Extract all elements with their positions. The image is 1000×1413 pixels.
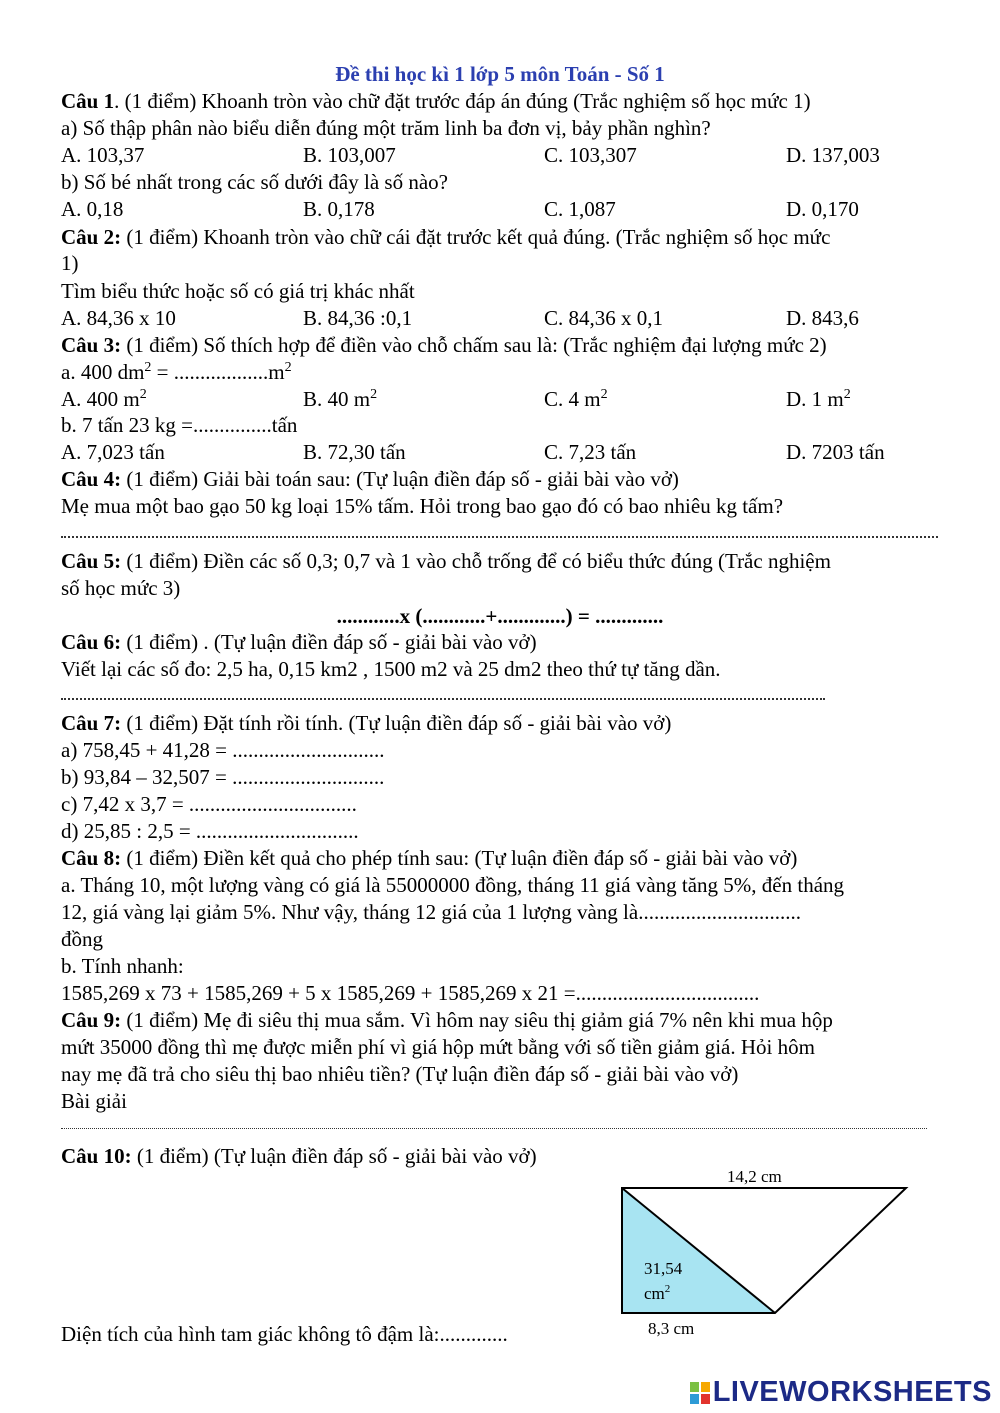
question-label: Câu 3: [61, 333, 122, 357]
question-4-header [61, 466, 679, 493]
question-label: Câu 8: [61, 846, 122, 870]
option-a[interactable]: A. 84,36 x 10 [61, 306, 176, 330]
option-d[interactable] [786, 386, 851, 413]
question-2-prompt: Tìm biểu thức hoặc số có giá trị khác nhất [61, 279, 415, 303]
option-c[interactable]: C. 103,307 [544, 143, 637, 167]
question-3b: b. 7 tấn 23 kg =...............tấn [61, 413, 298, 437]
liveworksheets-icon [690, 1382, 710, 1404]
question-2-header-cont: 1) [61, 251, 79, 275]
bottom-side-label: 8,3 cm [648, 1319, 695, 1338]
question-label: Câu 6: [61, 630, 122, 654]
option-b[interactable]: B. 103,007 [303, 143, 396, 167]
calc-item[interactable]: a) 758,45 + 41,28 = ............................. [61, 738, 385, 762]
option-d[interactable]: D. 0,170 [786, 197, 859, 221]
question-text: (1 điểm) . (Tự luận điền đáp số - giải bài vào vở) [121, 630, 537, 654]
triangle-figure [590, 1160, 930, 1350]
option-a[interactable] [61, 386, 147, 413]
option-exp: 2 [843, 387, 851, 402]
question-2-header [61, 224, 830, 251]
question-3b-options [0, 439, 1000, 466]
option-exp: 2 [600, 387, 608, 402]
question-text: (1 điểm) Giải bài toán sau: (Tự luận điền đáp số - giải bài vào vở) [121, 467, 679, 491]
question-8b-line-1: b. Tính nhanh: [61, 954, 184, 978]
answer-line[interactable] [61, 1128, 927, 1129]
option-d[interactable]: D. 137,003 [786, 143, 880, 167]
question-text: (1 điểm) Khoanh tròn vào chữ cái đặt trước kết quả đúng. (Trắc nghiệm số học mức [121, 225, 831, 249]
question-text: (1 điểm) Số thích hợp để điền vào chỗ chấm sau là: (Trắc nghiệm đại lượng mức 2) [121, 333, 827, 357]
question-4-problem: Mẹ mua một bao gạo 50 kg loại 15% tấm. Hỏi trong bao gạo đó có bao nhiêu kg tấm? [61, 494, 784, 518]
question-text: (1 điểm) (Tự luận điền đáp số - giải bài vào vở) [131, 1144, 537, 1168]
option-d[interactable]: D. 843,6 [786, 306, 859, 330]
question-3a [61, 359, 292, 386]
option-a[interactable]: A. 7,023 tấn [61, 440, 165, 464]
top-side-label: 14,2 cm [727, 1167, 782, 1186]
calc-item[interactable]: c) 7,42 x 3,7 = ................................ [61, 792, 357, 816]
answer-line[interactable] [61, 698, 825, 700]
question-label: Câu 4: [61, 467, 122, 491]
option-b[interactable]: B. 84,36 :0,1 [303, 306, 413, 330]
question-6-header [61, 629, 537, 656]
question-10-header [61, 1143, 537, 1170]
question-8a-line-3: đồng [61, 927, 103, 951]
answer-line[interactable] [61, 536, 938, 538]
question-3a-options [0, 386, 1000, 413]
option-b-text: B. 40 m [303, 387, 371, 411]
calc-item[interactable]: d) 25,85 : 2,5 = ............................... [61, 819, 359, 843]
question-8b-line-2[interactable]: 1585,269 x 73 + 1585,269 + 5 x 1585,269 + 1585,269 x 21 =................................... [61, 981, 760, 1005]
question-3-header [61, 332, 827, 359]
question-1-header [61, 88, 811, 115]
q3a-exp: 2 [144, 360, 152, 375]
question-5-header [61, 548, 831, 575]
option-exp: 2 [139, 387, 147, 402]
question-1b: b) Số bé nhất trong các số dưới đây là số nào? [61, 170, 448, 194]
question-1a: a) Số thập phân nào biểu diễn đúng một trăm linh ba đơn vị, bảy phần nghìn? [61, 116, 711, 140]
question-2-options [0, 305, 1000, 332]
q3a-exp-2: 2 [284, 360, 292, 375]
question-10-prompt[interactable]: Diện tích của hình tam giác không tô đậm là:............. [61, 1322, 508, 1346]
area-value-label: 31,54 [644, 1259, 683, 1278]
question-text: . (1 điểm) Khoanh tròn vào chữ đặt trước đáp án đúng (Trắc nghiệm số học mức 1) [114, 89, 811, 113]
option-a[interactable]: A. 103,37 [61, 143, 145, 167]
option-a-text: A. 400 m [61, 387, 140, 411]
question-label: Câu 10: [61, 1144, 132, 1168]
option-d-text: D. 1 m [786, 387, 844, 411]
question-label: Câu 1 [61, 89, 115, 113]
question-text: (1 điểm) Mẹ đi siêu thị mua sắm. Vì hôm nay siêu thị giảm giá 7% nên khi mua hộp [121, 1008, 833, 1032]
question-9-line-3: nay mẹ đã trả cho siêu thị bao nhiêu tiền? (Tự luận điền đáp số - giải bài vào vở) [61, 1062, 739, 1086]
question-6-problem: Viết lại các số đo: 2,5 ha, 0,15 km2 , 1500 m2 và 25 dm2 theo thứ tự tăng dần. [61, 657, 721, 681]
question-1a-options [0, 142, 1000, 169]
option-b[interactable]: B. 0,178 [303, 197, 375, 221]
brand-logo [690, 1375, 992, 1408]
page-title: Đề thi học kì 1 lớp 5 môn Toán - Số 1 [335, 62, 665, 86]
question-label: Câu 2: [61, 225, 122, 249]
question-8a-line-2[interactable]: 12, giá vàng lại giảm 5%. Như vậy, tháng 12 giá của 1 lượng vàng là............................... [61, 900, 801, 924]
question-text: (1 điểm) Đặt tính rồi tính. (Tự luận điền đáp số - giải bài vào vở) [121, 711, 672, 735]
area-unit: cm [644, 1284, 665, 1303]
question-9-line-4: Bài giải [61, 1089, 127, 1113]
option-c-text: C. 4 m [544, 387, 601, 411]
question-label: Câu 7: [61, 711, 122, 735]
option-exp: 2 [370, 387, 378, 402]
option-c[interactable]: C. 7,23 tấn [544, 440, 637, 464]
question-5-header-cont: số học mức 3) [61, 576, 181, 600]
question-5-expression[interactable]: ............x (............+.............) = ............. [336, 604, 664, 628]
q3a-text: a. 400 dm [61, 360, 145, 384]
question-8a-line-1: a. Tháng 10, một lượng vàng có giá là 55000000 đồng, tháng 11 giá vàng tăng 5%, đến tháng [61, 873, 845, 897]
question-9-header [61, 1007, 833, 1034]
option-c[interactable] [544, 386, 608, 413]
question-8-header [61, 845, 797, 872]
brand-name: LIVEWORKSHEETS [712, 1375, 992, 1408]
option-c[interactable]: C. 1,087 [544, 197, 616, 221]
q3a-text-2: = ..................m [151, 360, 285, 384]
question-1b-options [0, 196, 1000, 223]
option-a[interactable]: A. 0,18 [61, 197, 124, 221]
question-text: (1 điểm) Điền kết quả cho phép tính sau: (Tự luận điền đáp số - giải bài vào vở) [121, 846, 798, 870]
calc-item[interactable]: b) 93,84 – 32,507 = ............................. [61, 765, 385, 789]
option-b[interactable]: B. 72,30 tấn [303, 440, 406, 464]
question-label: Câu 9: [61, 1008, 122, 1032]
option-d[interactable]: D. 7203 tấn [786, 440, 885, 464]
question-9-line-2: mứt 35000 đồng thì mẹ được miễn phí vì giá hộp mứt bằng với số tiền giảm giá. Hỏi hôm [61, 1035, 815, 1059]
option-b[interactable] [303, 386, 377, 413]
question-text: (1 điểm) Điền các số 0,3; 0,7 và 1 vào chỗ trống để có biểu thức đúng (Trắc nghiệm [121, 549, 831, 573]
question-7-header [61, 710, 671, 737]
question-label: Câu 5: [61, 549, 122, 573]
area-exp: 2 [664, 1283, 671, 1295]
option-c[interactable]: C. 84,36 x 0,1 [544, 306, 664, 330]
